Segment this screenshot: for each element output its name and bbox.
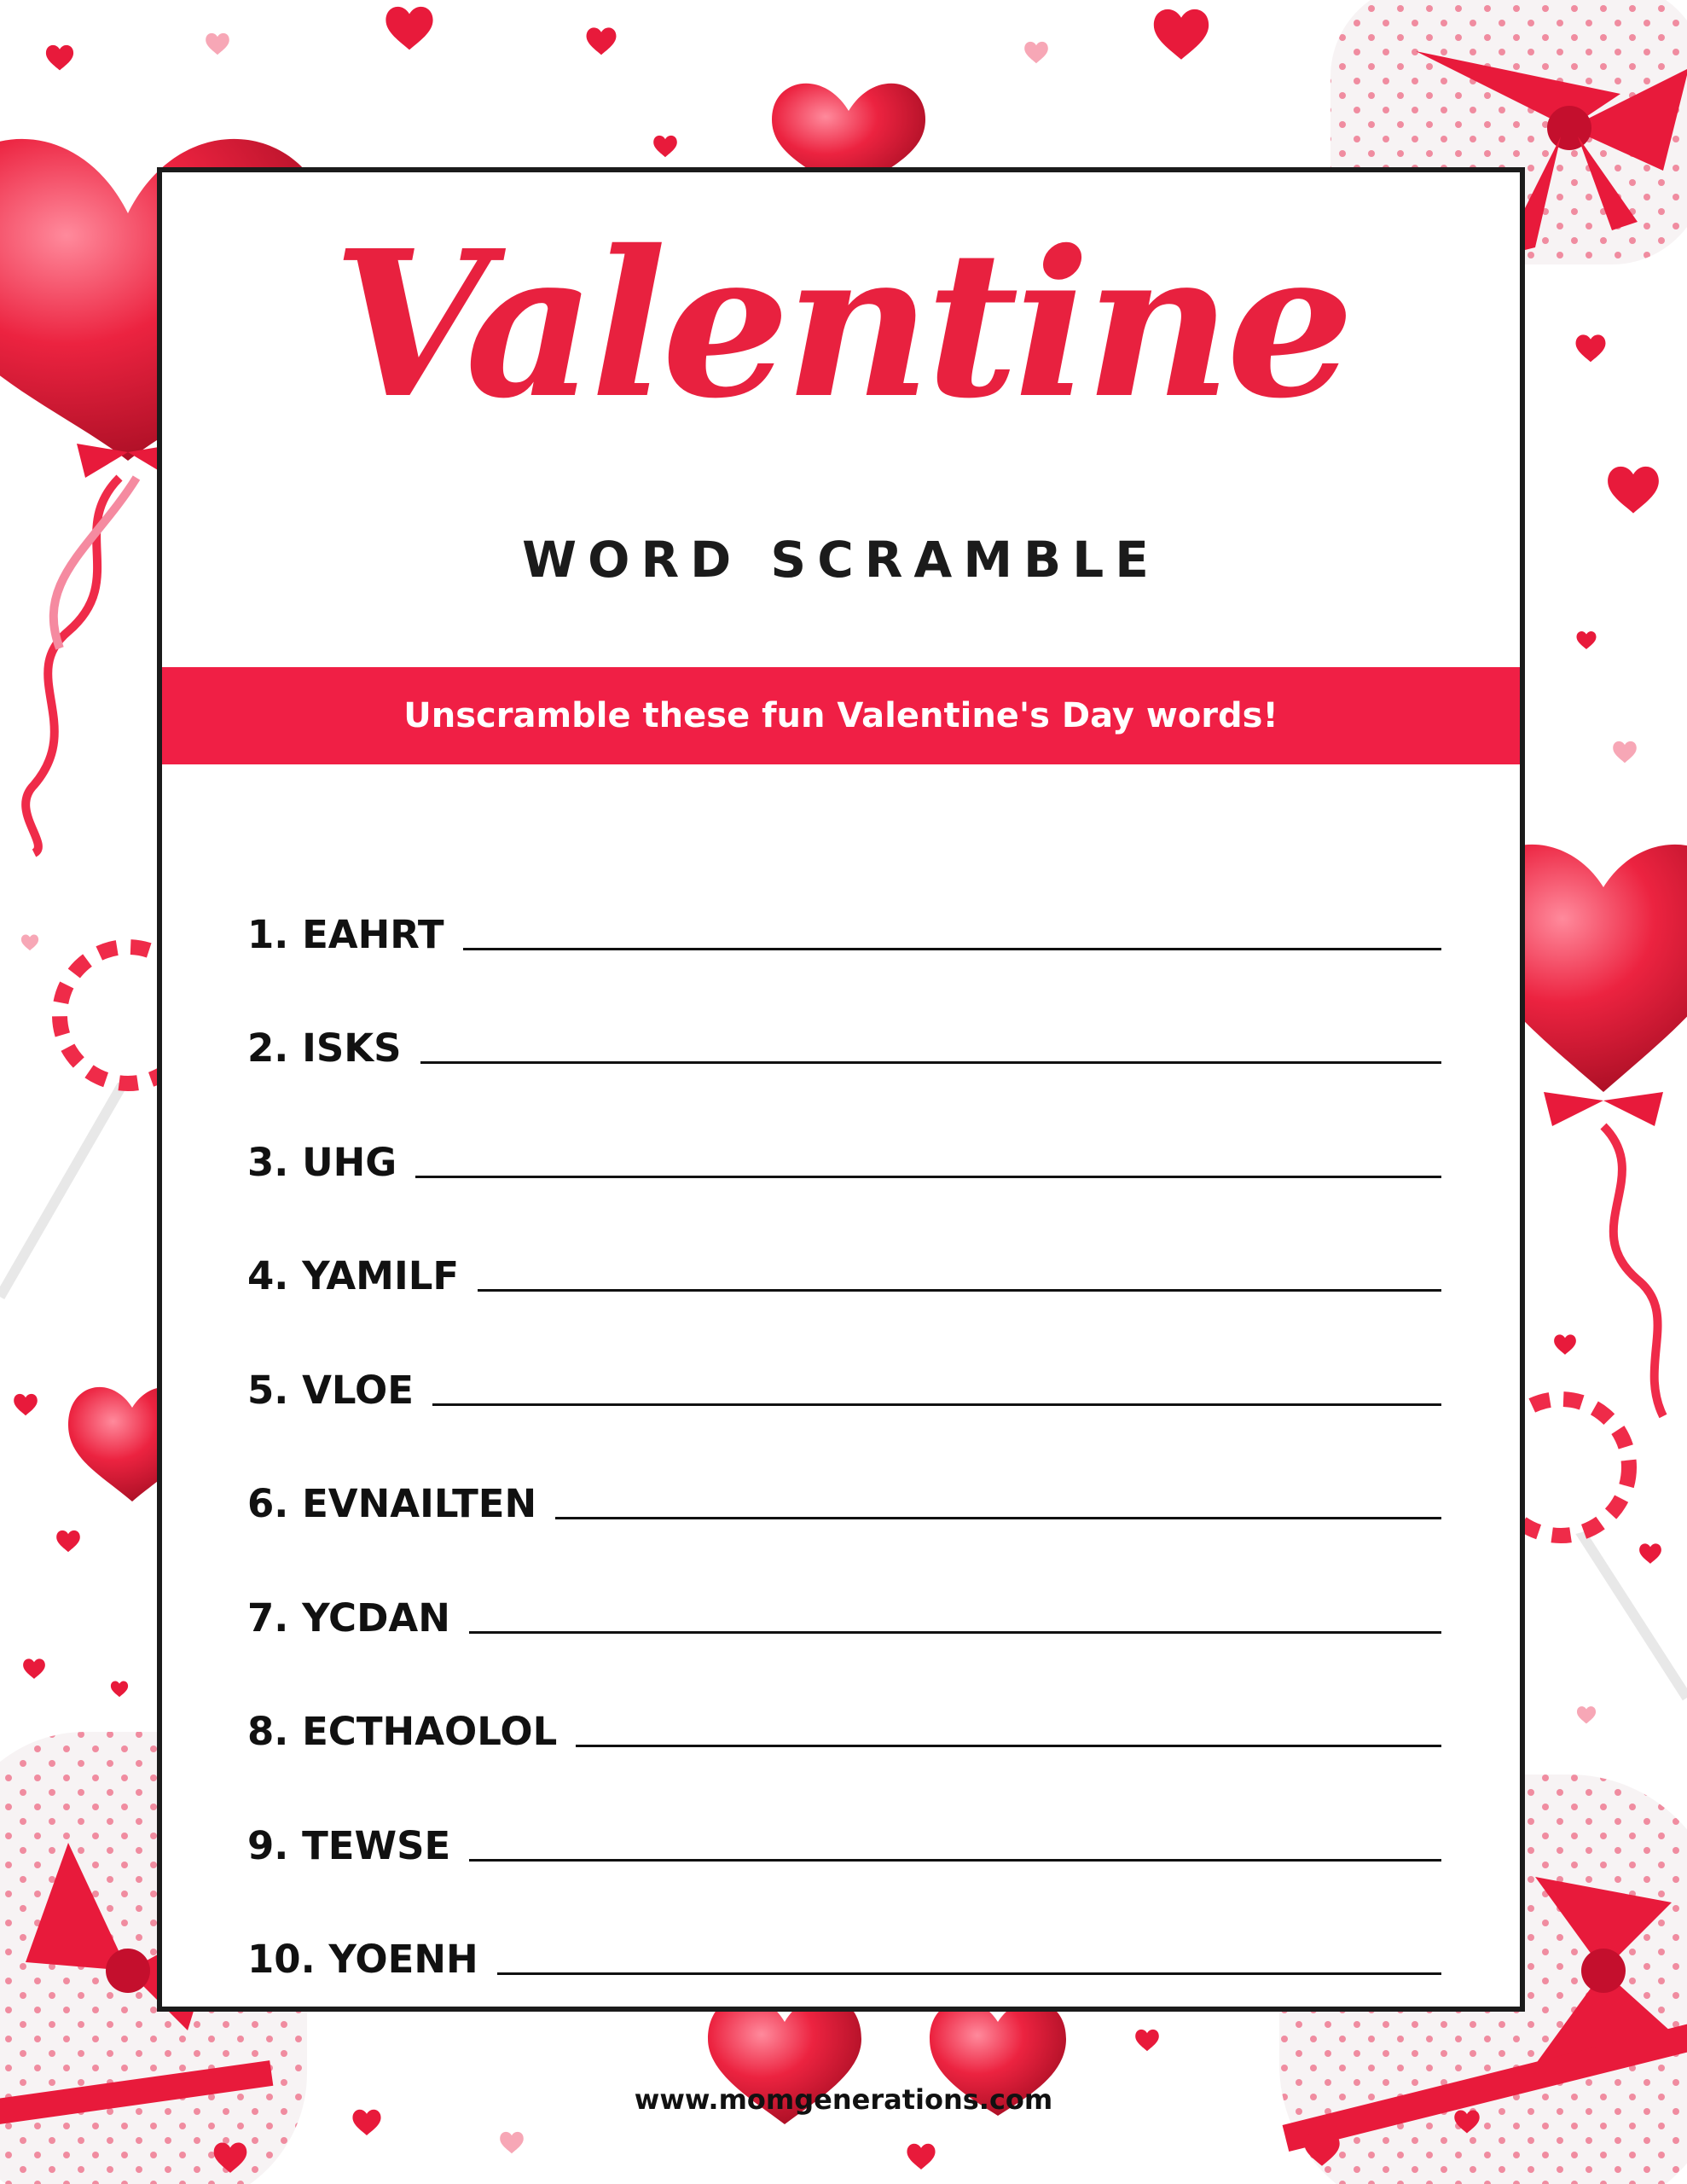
scramble-word: 9. TEWSE — [247, 1822, 451, 1868]
scramble-word: 3. UHG — [247, 1139, 397, 1185]
scramble-item — [247, 1416, 1441, 1531]
scramble-item — [247, 1302, 1441, 1416]
scramble-word: 5. VLOE — [247, 1367, 414, 1413]
worksheet-card — [157, 167, 1525, 2012]
answer-line[interactable] — [555, 1517, 1441, 1519]
scramble-item — [247, 1644, 1441, 1758]
subtitle-word-scramble: WORD SCRAMBLE — [522, 531, 1160, 589]
title-valentine: Valentine — [332, 206, 1350, 443]
scramble-item — [247, 1530, 1441, 1644]
answer-line[interactable] — [576, 1745, 1441, 1747]
answer-line[interactable] — [432, 1403, 1441, 1406]
scramble-item — [247, 1872, 1441, 1986]
scramble-word: 10. YOENH — [247, 1937, 478, 1982]
scramble-word: 6. EVNAILTEN — [247, 1481, 537, 1526]
scramble-item — [247, 846, 1441, 961]
scramble-item — [247, 1074, 1441, 1188]
scramble-word: 2. ISKS — [247, 1025, 402, 1071]
answer-line[interactable] — [415, 1176, 1441, 1178]
answer-line[interactable] — [497, 1972, 1441, 1975]
answer-line[interactable] — [420, 1061, 1441, 1064]
scramble-word: 1. EAHRT — [247, 911, 444, 957]
answer-line[interactable] — [469, 1631, 1441, 1634]
scramble-item — [247, 961, 1441, 1075]
scramble-item — [247, 1757, 1441, 1872]
instructions-banner — [162, 667, 1520, 764]
instructions-text: Unscramble these fun Valentine's Day words! — [403, 696, 1278, 735]
answer-line[interactable] — [469, 1859, 1441, 1862]
scramble-word: 4. YAMILF — [247, 1253, 460, 1298]
scramble-word: 7. YCDAN — [247, 1594, 450, 1641]
answer-line[interactable] — [478, 1289, 1441, 1292]
scramble-word: 8. ECTHAOLOL — [247, 1709, 558, 1754]
scramble-item — [247, 1188, 1441, 1303]
website-footer: www.momgenerations.com — [634, 2083, 1053, 2116]
scramble-list — [247, 846, 1441, 1985]
answer-line[interactable] — [463, 948, 1441, 950]
